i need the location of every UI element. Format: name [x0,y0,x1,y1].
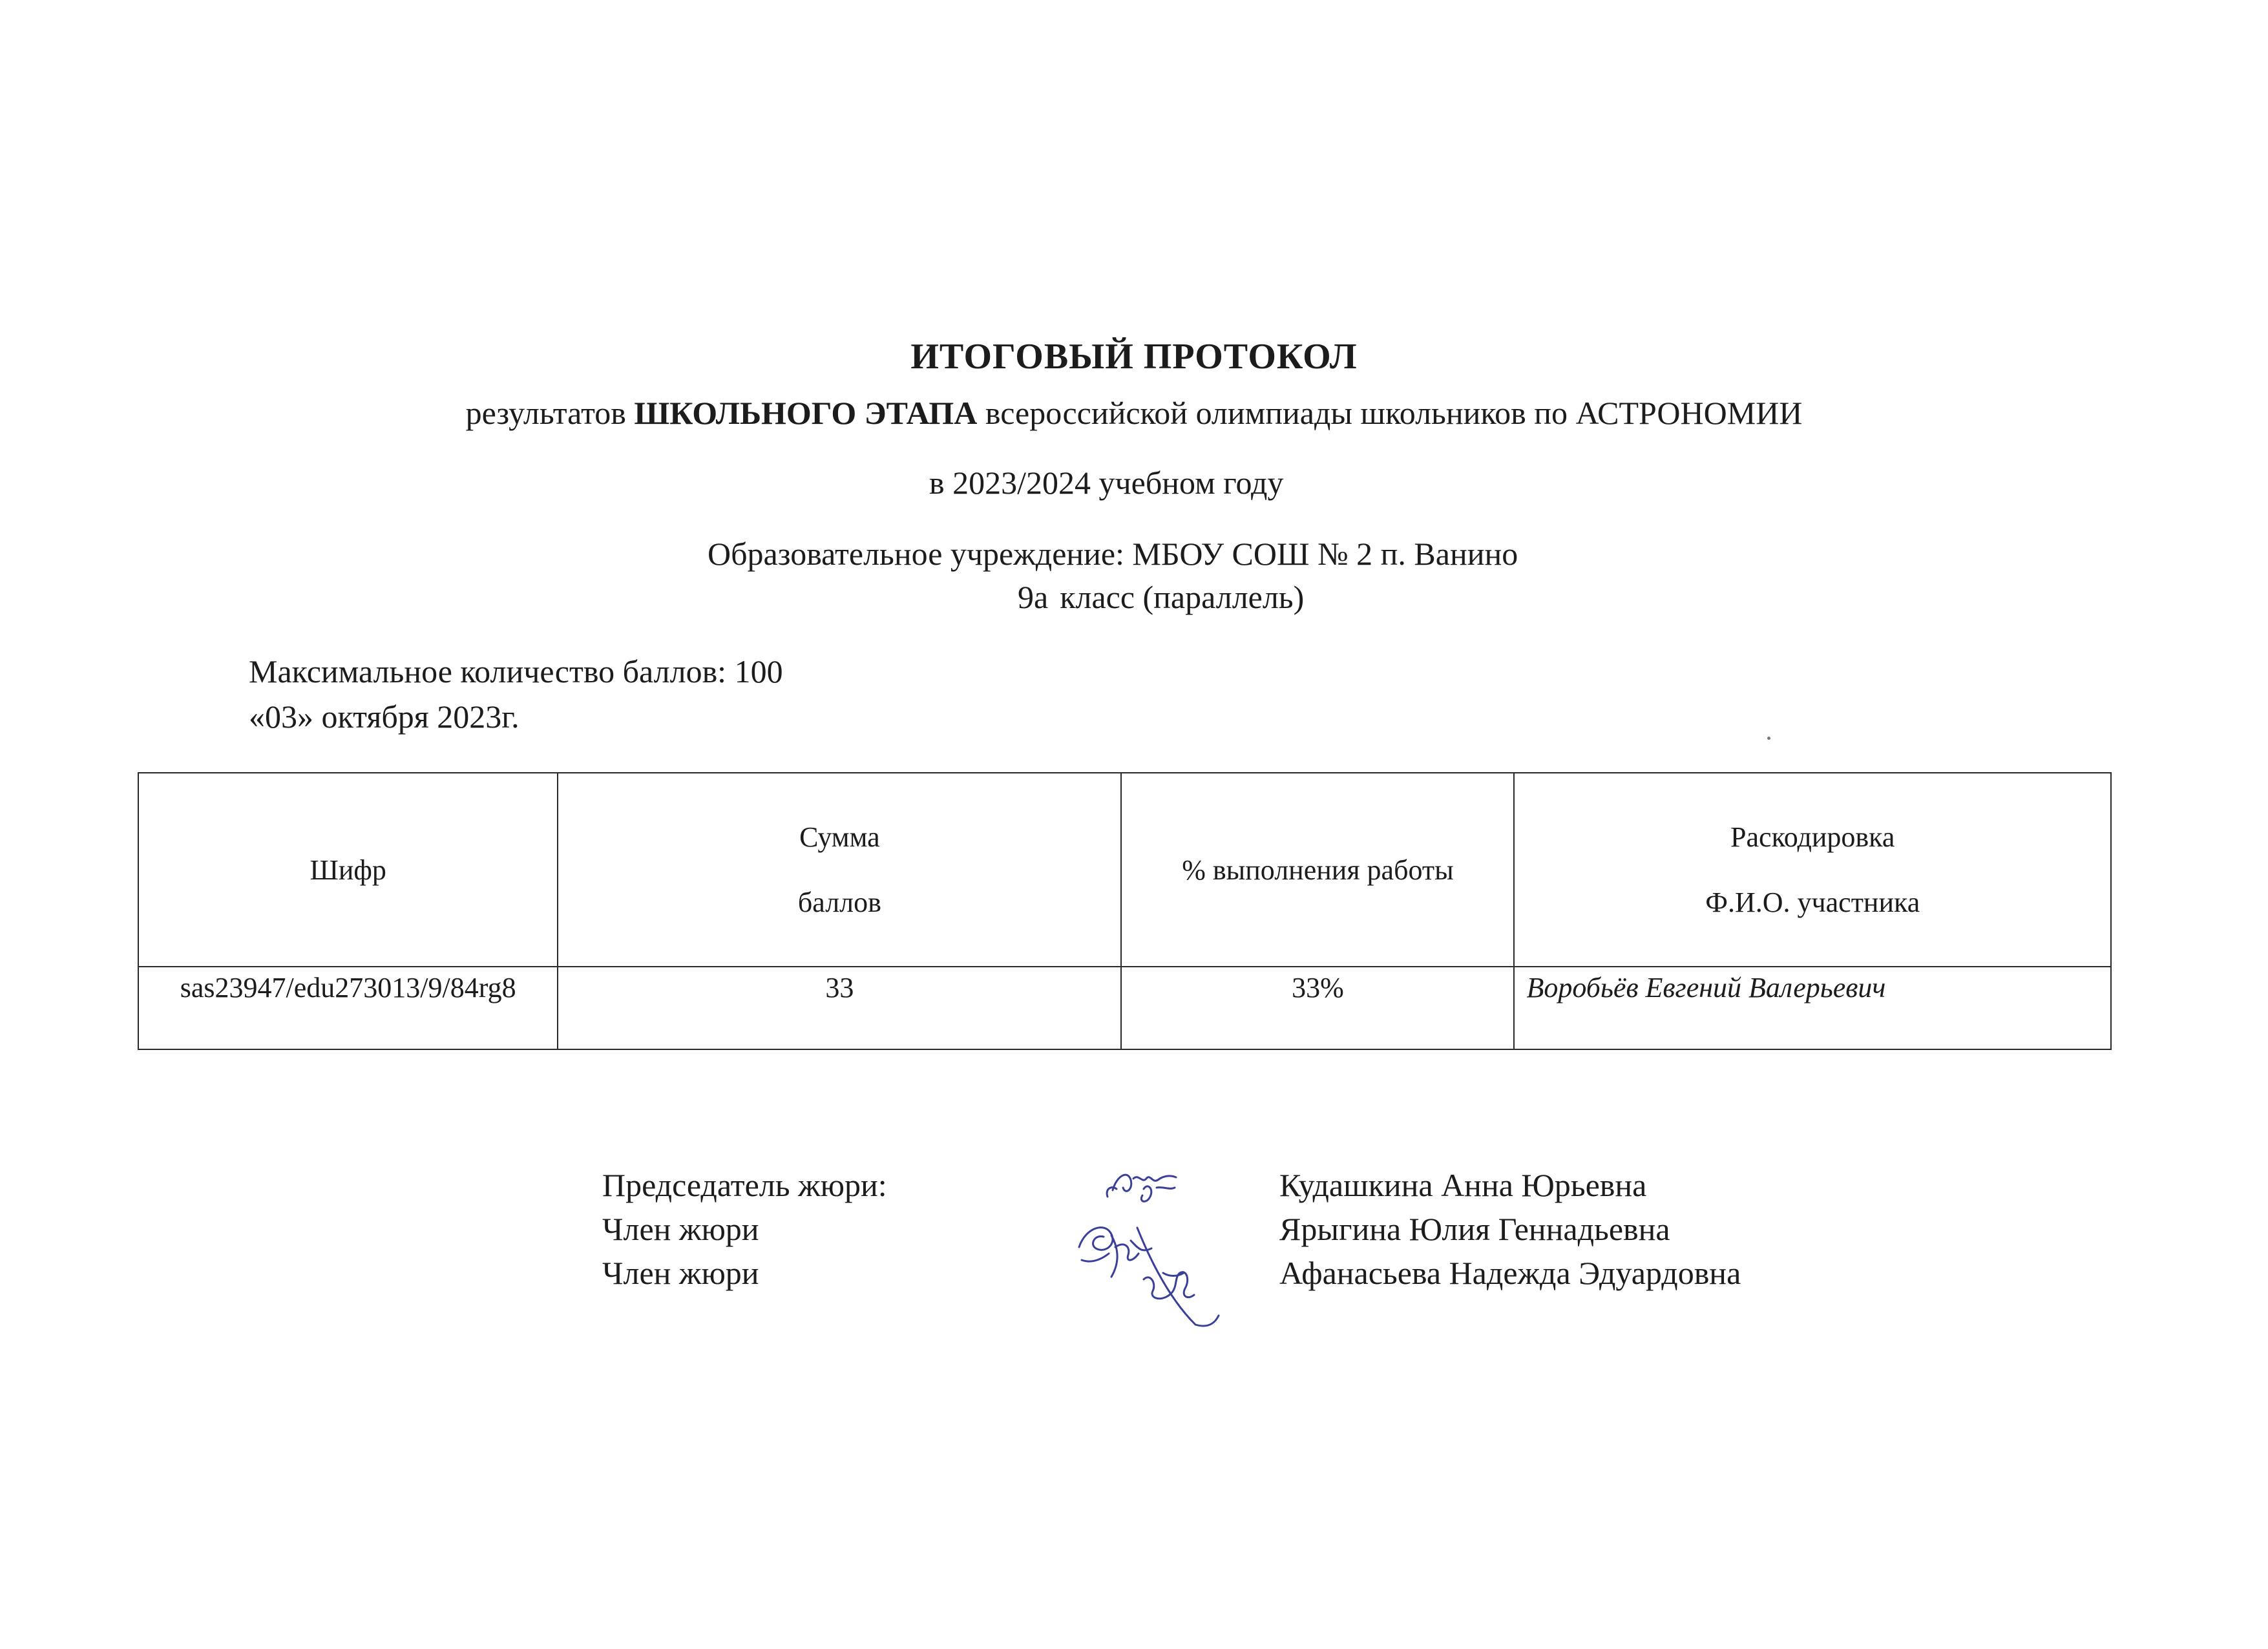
subtitle-stage: ШКОЛЬНОГО ЭТАПА [634,395,978,431]
jury-role-member: Член жюри [602,1211,759,1247]
results-table [138,772,2112,1050]
signature-chair [1107,1175,1176,1201]
cell-percent: 33% [1121,967,1514,1049]
document-subtitle [0,394,2268,432]
institution: Образовательное учреждение: МБОУ СОШ № 2 п. Ванино [708,536,1518,572]
cell-sum: 33 [558,967,1121,1049]
max-score: Максимальное количество баллов: 100 [249,653,783,689]
cell-fio: Воробьёв Евгений Валерьевич [1514,967,2111,1049]
header-percent: % выполнения работы [1121,773,1514,967]
table-header-row [138,773,2111,967]
cell-cipher: sas23947/edu273013/9/84rg8 [138,967,558,1049]
header-decode-line1: Раскодировка [1730,821,1895,853]
jury-roles [602,1163,887,1295]
protocol-date: «03» октября 2023г. [249,698,520,735]
header-sum-line1: Сумма [799,821,880,853]
class-label: класс (параллель) [1060,579,1305,615]
jury-name-member: Афанасьева Надежда Эдуардовна [1279,1255,1741,1291]
academic-year: в 2023/2024 учебном году [929,465,1284,501]
header-decode-line2: Ф.И.О. участника [1705,887,1920,918]
jury-name-member: Ярыгина Юлия Геннадьевна [1279,1211,1670,1247]
jury-name-chair: Кудашкина Анна Юрьевна [1279,1167,1647,1203]
header-sum [558,773,1121,967]
class-line [1018,578,1304,616]
table-row [138,967,2111,1049]
subtitle-prefix: результатов [465,395,635,431]
jury-role-chair: Председатель жюри: [602,1167,887,1203]
subtitle-suffix: всероссийской олимпиады школьников по АСТРОНОМИИ [977,395,1803,431]
document-title: ИТОГОВЫЙ ПРОТОКОЛ [910,337,1358,377]
header-sum-line2: баллов [797,887,881,918]
header-decode [1514,773,2111,967]
jury-names [1279,1163,1741,1295]
class-code: 9а [1018,579,1049,615]
jury-role-member: Член жюри [602,1255,759,1291]
scan-speck [1767,737,1770,740]
handwritten-signatures [1066,1150,1254,1331]
header-cipher: Шифр [138,773,558,967]
signature-member-2 [1137,1228,1219,1326]
